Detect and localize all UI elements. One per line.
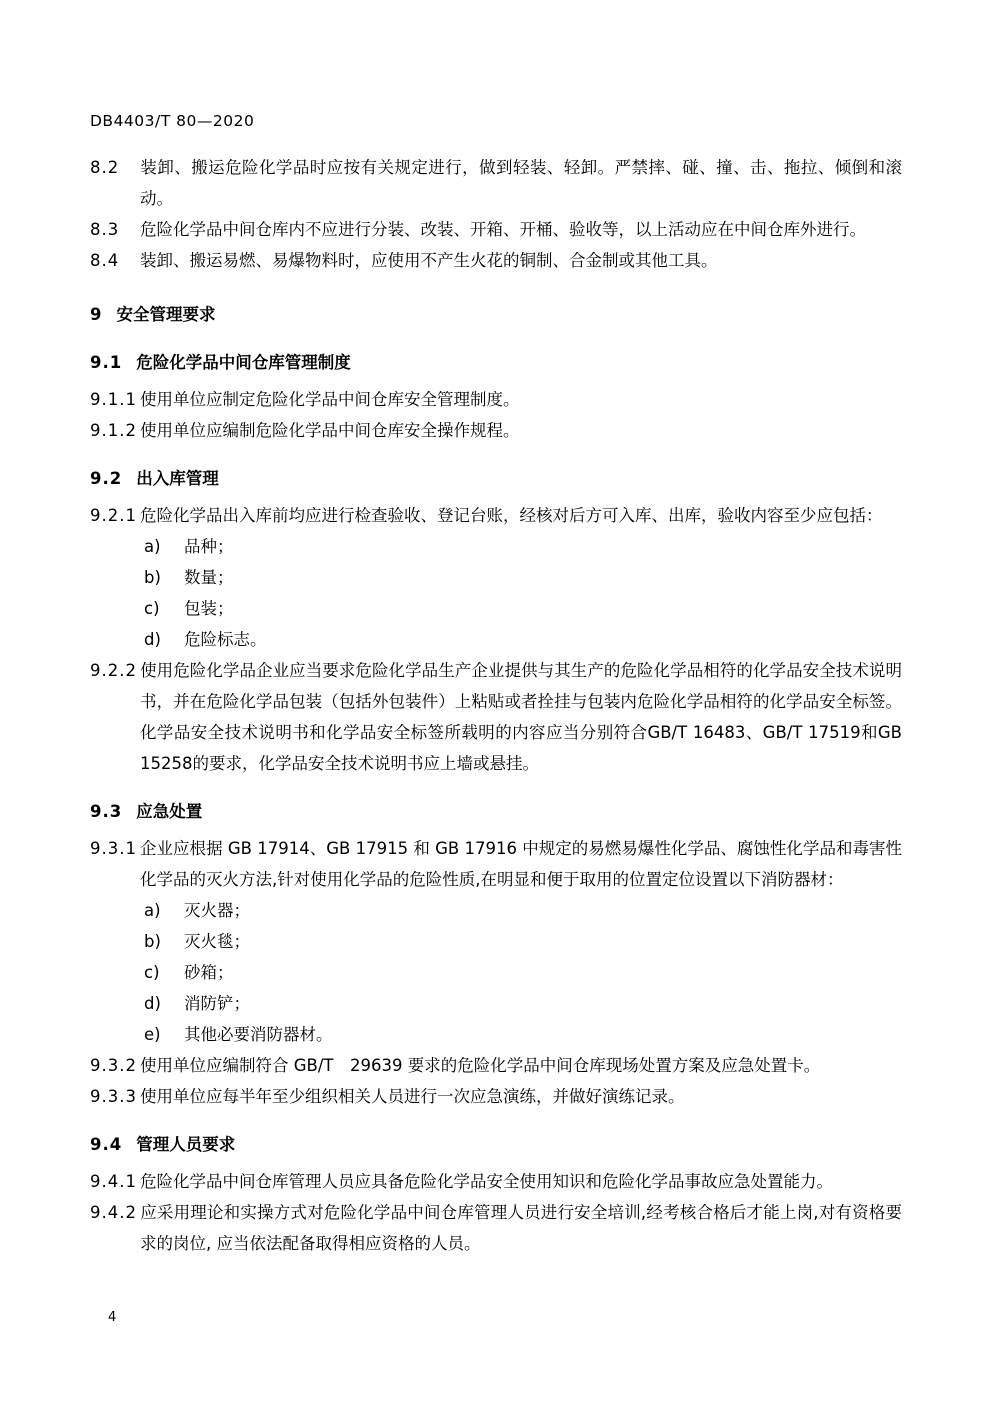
paragraph-label-9-1-2: 9.1.2: [90, 421, 137, 440]
paragraph-9-3-1: [90, 833, 902, 895]
list-item: [90, 926, 902, 957]
paragraph-label-9-3-2: 9.3.2: [90, 1056, 137, 1075]
list-item-text: 危险标志。: [184, 630, 267, 649]
list-marker: a): [144, 901, 161, 920]
paragraph-label-8-4: 8.4: [90, 251, 120, 270]
list-marker: c): [144, 963, 160, 982]
heading-9-3-title: 应急处置: [136, 802, 203, 821]
list-marker: d): [144, 994, 161, 1013]
paragraph-text-9-4-1: 危险化学品中间仓库管理人员应具备危险化学品安全使用知识和危险化学品事故应急处置能力。: [140, 1172, 833, 1191]
paragraph-8-4: [90, 245, 902, 276]
heading-9-3: [90, 797, 902, 827]
heading-9-1-title: 危险化学品中间仓库管理制度: [136, 353, 351, 372]
paragraph-9-1-2: [90, 415, 902, 446]
paragraph-text-9-1-1: 使用单位应制定危险化学品中间仓库安全管理制度。: [140, 390, 520, 409]
paragraph-8-3: [90, 214, 902, 245]
paragraph-9-2-1: [90, 500, 902, 531]
paragraph-text-9-2-2: 使用危险化学品企业应当要求危险化学品生产企业提供与其生产的危险化学品相符的化学品安全技术说明书，并在危险化学品包装（包括外包装件）上粘贴或者拴挂与包装内危险化学品相符的化学品安全标签。化学品安全技术说明书和化学品安全标签所载明的内容应当分别符合GB/T 16483、GB/T 17519和GB 15258的要求，化学品安全技术说明书应上墙或悬挂。: [140, 661, 902, 773]
heading-9-2-title: 出入库管理: [136, 469, 219, 488]
list-item-text: 砂箱；: [184, 963, 234, 982]
list-marker: c): [144, 599, 160, 618]
paragraph-9-4-1: [90, 1166, 902, 1197]
paragraph-label-9-4-2: 9.4.2: [90, 1203, 137, 1222]
paragraph-9-2-2: [90, 655, 902, 779]
paragraph-label-9-3-1: 9.3.1: [90, 839, 137, 858]
list-item-text: 消防铲；: [184, 994, 250, 1013]
heading-9-2: [90, 464, 902, 494]
list-marker: a): [144, 537, 161, 556]
paragraph-text-9-1-2: 使用单位应编制危险化学品中间仓库安全操作规程。: [140, 421, 520, 440]
paragraph-label-9-4-1: 9.4.1: [90, 1172, 137, 1191]
paragraph-label-8-2: 8.2: [90, 158, 120, 177]
paragraph-label-9-2-1: 9.2.1: [90, 506, 137, 525]
paragraph-9-4-2: [90, 1197, 902, 1259]
list-item: [90, 988, 902, 1019]
list-item-text: 灭火器；: [184, 901, 250, 920]
heading-9-number: 9: [90, 305, 103, 324]
list-marker: b): [144, 932, 161, 951]
list-item-text: 其他必要消防器材。: [184, 1025, 333, 1044]
list-item-text: 数量；: [184, 568, 234, 587]
paragraph-text-8-4: 装卸、搬运易燃、易爆物料时，应使用不产生火花的铜制、合金制或其他工具。: [140, 251, 718, 270]
paragraph-text-8-2: 装卸、搬运危险化学品时应按有关规定进行，做到轻装、轻卸。严禁摔、碰、撞、击、拖拉、倾倒和滚动。: [140, 158, 902, 208]
list-item: [90, 957, 902, 988]
list-9-3-1: [90, 895, 902, 1050]
paragraph-9-3-2: [90, 1050, 902, 1081]
paragraph-9-1-1: [90, 384, 902, 415]
list-item-text: 包装；: [184, 599, 234, 618]
list-marker: d): [144, 630, 161, 649]
heading-9-4-title: 管理人员要求: [136, 1135, 236, 1154]
paragraph-text-9-4-2: 应采用理论和实操方式对危险化学品中间仓库管理人员进行安全培训,经考核合格后才能上岗,对有资格要求的岗位, 应当依法配备取得相应资格的人员。: [140, 1203, 902, 1253]
paragraph-label-9-2-2: 9.2.2: [90, 661, 137, 680]
paragraph-label-9-3-3: 9.3.3: [90, 1087, 137, 1106]
list-item-text: 灭火毯；: [184, 932, 250, 951]
paragraph-text-9-2-1: 危险化学品出入库前均应进行检查验收、登记台账，经核对后方可入库、出库，验收内容至少应包括：: [140, 506, 883, 525]
list-item: [90, 562, 902, 593]
heading-9-1-number: 9.1: [90, 353, 123, 372]
paragraph-label-8-3: 8.3: [90, 220, 120, 239]
paragraph-9-3-3: [90, 1081, 902, 1112]
paragraph-text-9-3-3: 使用单位应每半年至少组织相关人员进行一次应急演练，并做好演练记录。: [140, 1087, 685, 1106]
paragraph-text-9-3-1: 企业应根据 GB 17914、GB 17915 和 GB 17916 中规定的易燃易爆性化学品、腐蚀性化学品和毒害性化学品的灭火方法,针对使用化学品的危险性质,在明显和便于取用的位置定位设置以下消防器材：: [140, 839, 902, 889]
heading-9-2-number: 9.2: [90, 469, 123, 488]
list-item: [90, 1019, 902, 1050]
paragraph-8-2: [90, 152, 902, 214]
page-number: 4: [108, 1310, 117, 1325]
paragraph-text-8-3: 危险化学品中间仓库内不应进行分装、改装、开箱、开桶、验收等，以上活动应在中间仓库外进行。: [140, 220, 866, 239]
paragraph-label-9-1-1: 9.1.1: [90, 390, 137, 409]
list-item: [90, 624, 902, 655]
heading-9: [90, 300, 902, 330]
heading-9-4: [90, 1130, 902, 1160]
heading-9-1: [90, 348, 902, 378]
page-header: DB4403/T 80—2020: [90, 112, 255, 130]
list-item-text: 品种；: [184, 537, 234, 556]
heading-9-title: 安全管理要求: [116, 305, 216, 324]
heading-9-3-number: 9.3: [90, 802, 123, 821]
list-item: [90, 531, 902, 562]
list-item: [90, 895, 902, 926]
heading-9-4-number: 9.4: [90, 1135, 123, 1154]
list-marker: e): [144, 1025, 161, 1044]
list-9-2-1: [90, 531, 902, 655]
paragraph-text-9-3-2: 使用单位应编制符合 GB/T 29639 要求的危险化学品中间仓库现场处置方案及应急处置卡。: [140, 1056, 821, 1075]
list-marker: b): [144, 568, 161, 587]
list-item: [90, 593, 902, 624]
